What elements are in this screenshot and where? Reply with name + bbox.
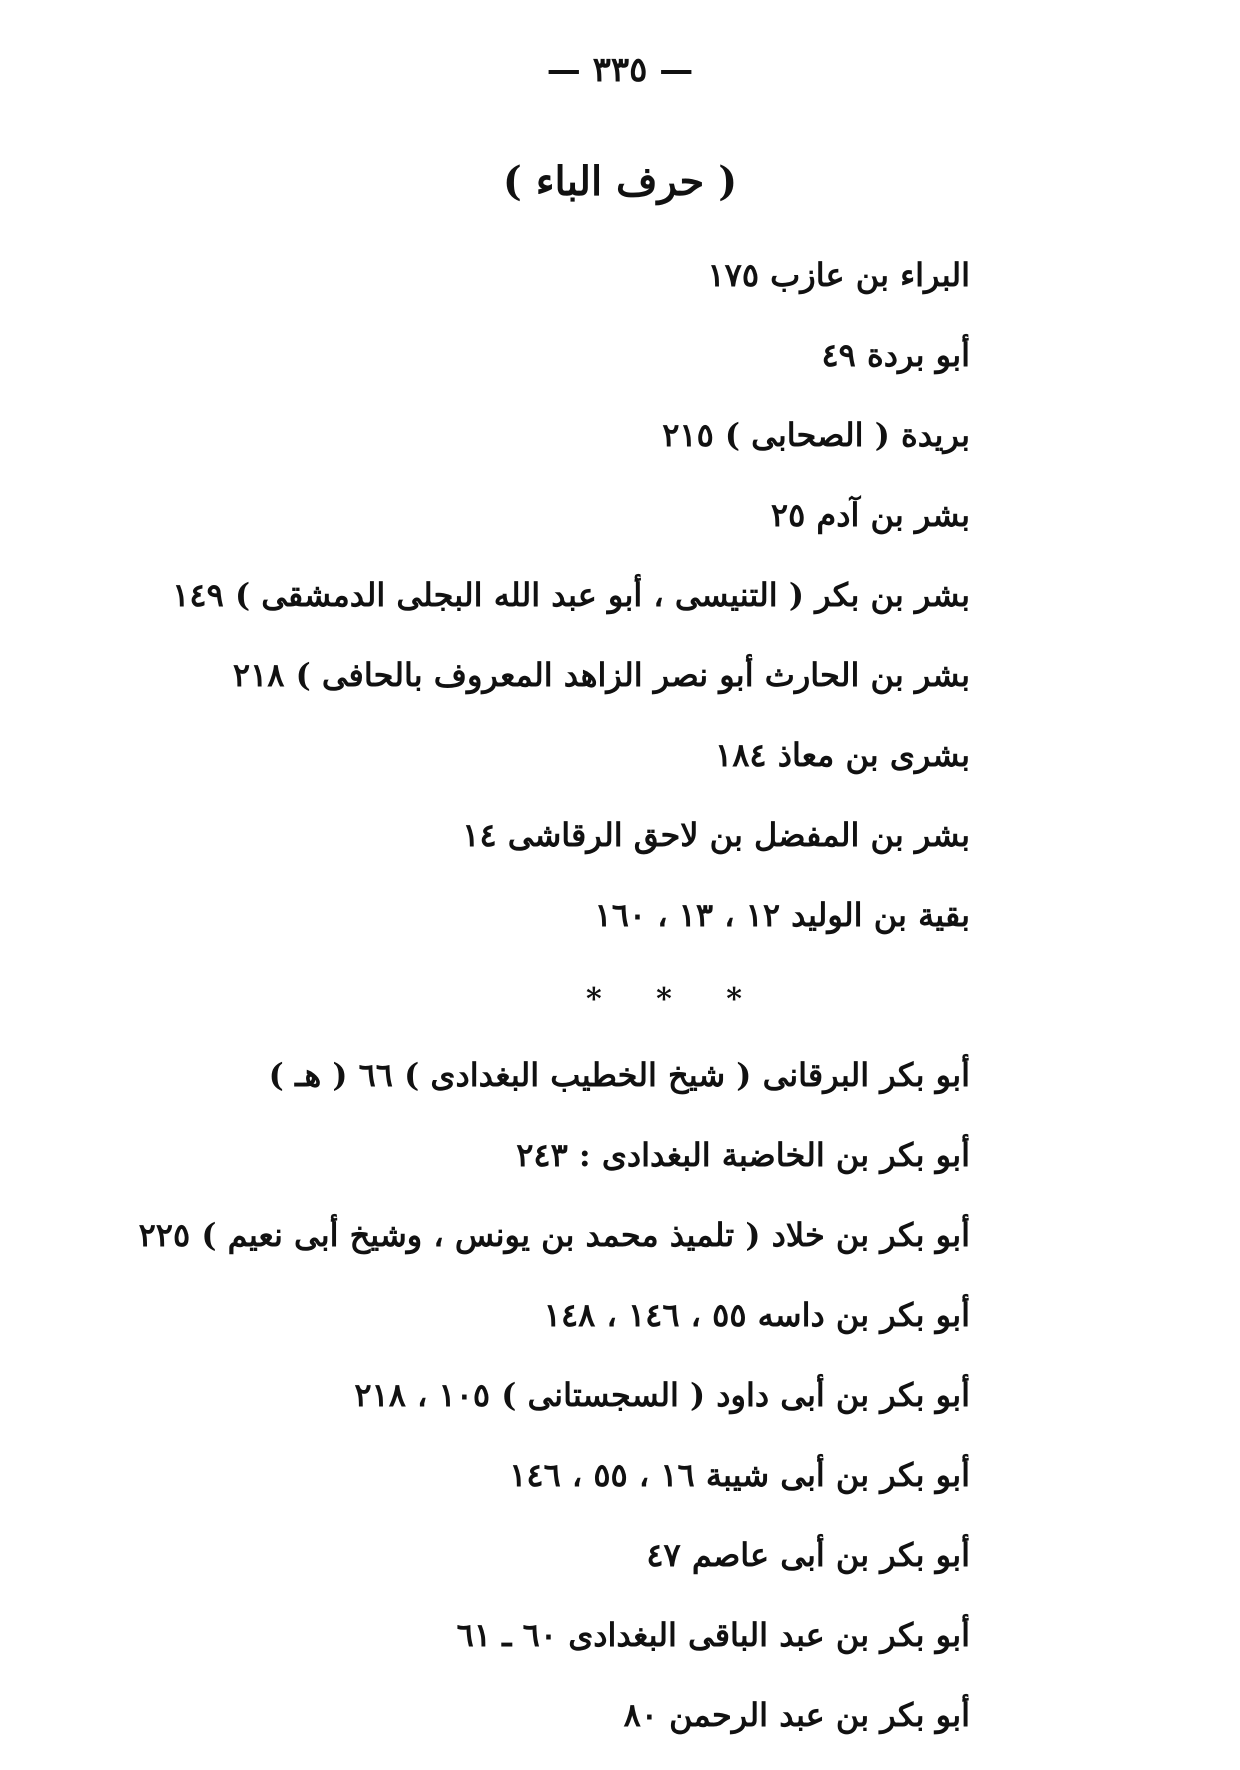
index-entry: أبو بكر بن أبى شيبة ١٦ ، ٥٥ ، ١٤٦ <box>509 1456 970 1494</box>
index-entry: بشر بن المفضل بن لاحق الرقاشى ١٤ <box>462 816 970 854</box>
index-entry: أبو بكر بن أبى عاصم ٤٧ <box>646 1536 970 1574</box>
page-number: — ٣٣٥ — <box>546 50 694 90</box>
index-entry: أبو بكر بن عبد الباقى البغدادى ٦٠ ـ ٦١ <box>456 1616 970 1654</box>
index-entries <box>138 250 970 1770</box>
index-entry: أبو بكر بن خلاد ( تلميذ محمد بن يونس ، وشيخ أبى نعيم ) ٢٢٥ <box>138 1216 970 1254</box>
index-entry: بشر بن بكر ( التنيسى ، أبو عبد الله البجلى الدمشقى ) ١٤٩ <box>172 576 970 614</box>
index-entry: أبو بكر بن أبى داود ( السجستانى ) ١٠٥ ، ٢١٨ <box>354 1376 970 1414</box>
index-entry: بشر بن آدم ٢٥ <box>770 496 970 534</box>
index-entry: بشر بن الحارث أبو نصر الزاهد المعروف بالحافى ) ٢١٨ <box>232 656 970 694</box>
index-entry: أبو بكر بن الخاضبة البغدادى : ٢٤٣ <box>516 1136 970 1174</box>
index-entry: بشرى بن معاذ ١٨٤ <box>715 736 970 774</box>
index-entry: البراء بن عازب ١٧٥ <box>707 256 970 294</box>
section-separator: * * * <box>586 982 764 1017</box>
index-entry: بريدة ( الصحابى ) ٢١٥ <box>662 416 970 454</box>
index-entry: أبو بكر بن عبد الرحمن ٨٠ <box>623 1696 970 1734</box>
index-entry: أبو بكر البرقانى ( شيخ الخطيب البغدادى ) ٦٦ ( هـ ) <box>268 1056 970 1094</box>
index-entry: بقية بن الوليد ١٢ ، ١٣ ، ١٦٠ <box>594 896 970 934</box>
index-entry: أبو بكر بن داسه ٥٥ ، ١٤٦ ، ١٤٨ <box>543 1296 970 1334</box>
index-entry: أبو بردة ٤٩ <box>821 336 970 374</box>
section-title: ( حرف الباء ) <box>502 158 738 205</box>
